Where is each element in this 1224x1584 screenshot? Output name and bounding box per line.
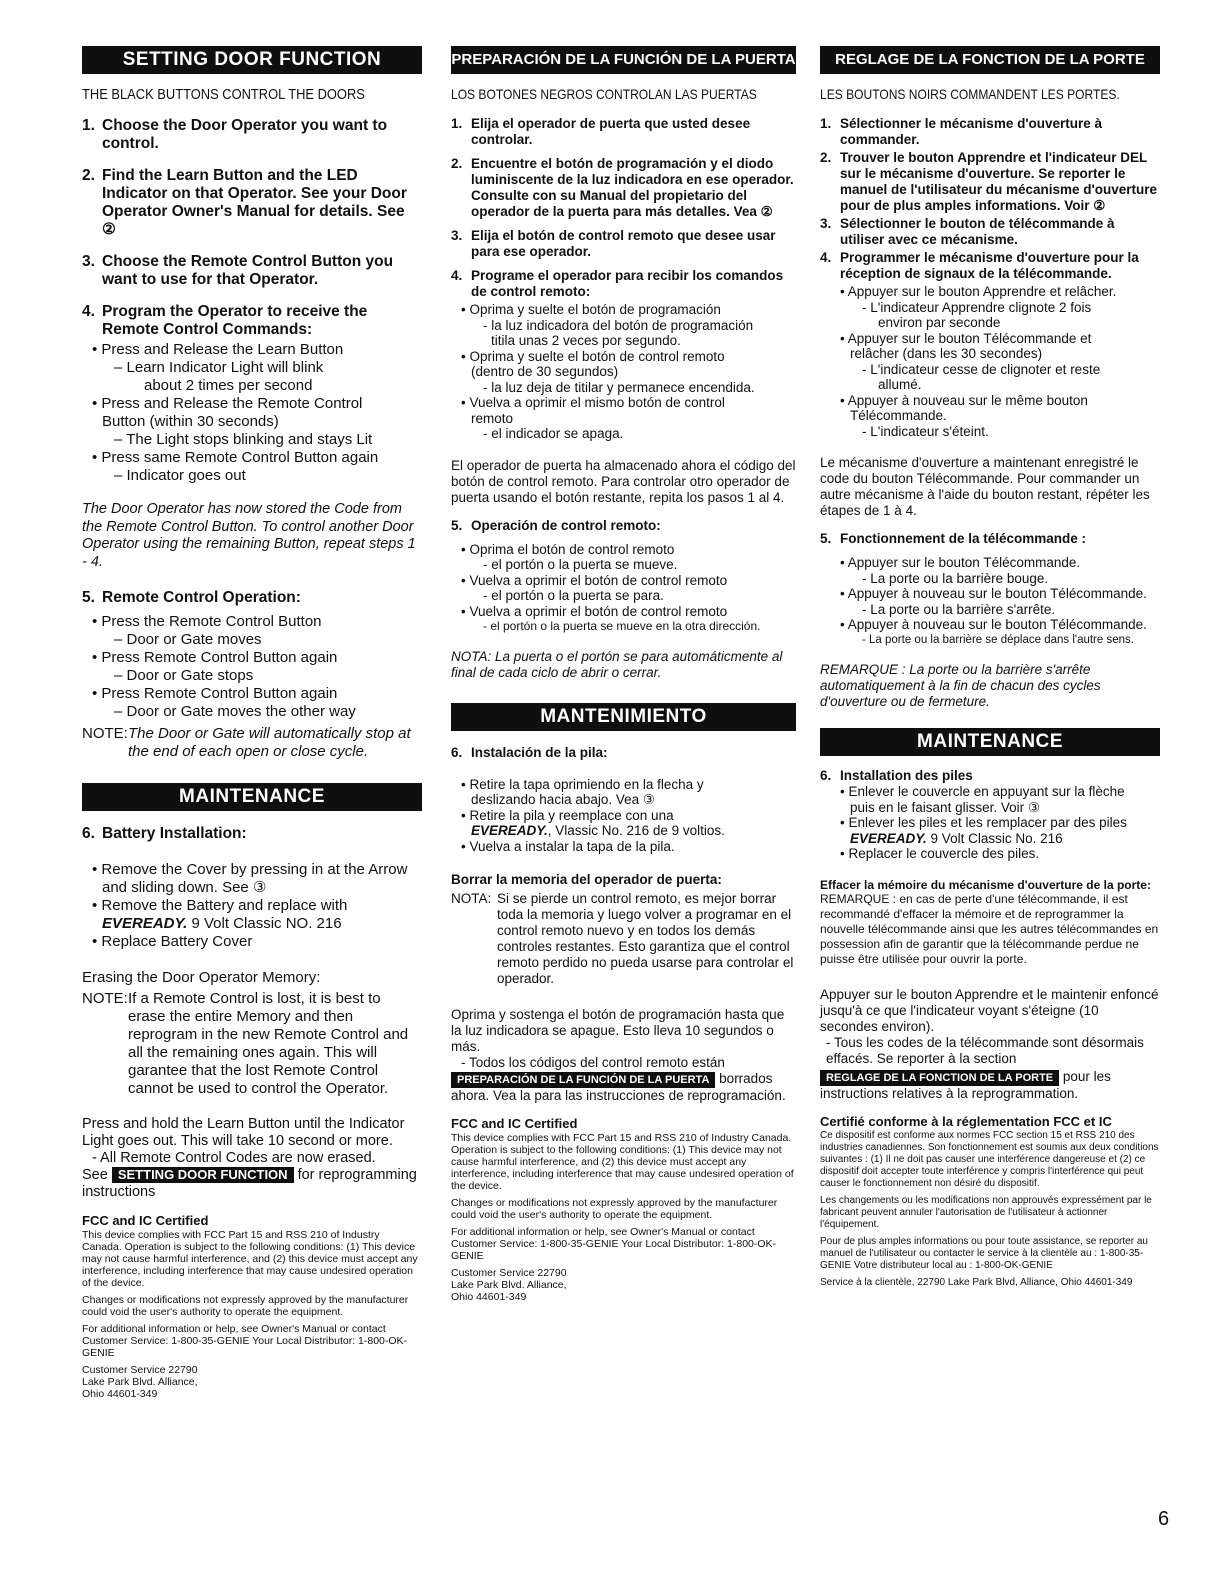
- mantenimiento-heading: MANTENIMIENTO: [451, 703, 796, 731]
- see-reprogramming-fr: REGLAGE DE LA FONCTION DE LA PORTE pour les: [820, 1069, 1160, 1086]
- fcc-info: For additional information or help, see Owner's Manual or contact Customer Service: 1-800-35-GENIE Your Local Distributor: 1-800-OK-GENIE: [82, 1323, 408, 1359]
- step-5-bullets-fr: • Appuyer sur le bouton Télécommande. - La porte ou la barrière bouge. • Appuyer à nouveau sur le bouton Télécommande. - La porte ou la barrière s'arrête. • Appuyer à nouveau sur le bouton Télécommande. - La porte ou la barrière se déplace dans l'autre sens.: [840, 555, 1147, 646]
- step-6-es: 6. Instalación de la pila:: [451, 744, 608, 760]
- step-5: 5. Remote Control Operation:: [82, 589, 301, 606]
- step-5-es: 5. Operación de control remoto:: [451, 517, 661, 533]
- fcc-changes: Changes or modifications not expressly approved by the manufacturer could void the user's authority to operate the equipment.: [82, 1294, 409, 1318]
- subtitle-fr: LES BOUTONS NOIRS COMMANDENT LES PORTES.: [820, 86, 1120, 102]
- erase-memory-heading-es: Borrar la memoria del operador de puerta:: [451, 872, 722, 887]
- fcc-text-es: This device complies with FCC Part 15 and RSS 210 of Industry Canada. Operation is subject to the following conditions: (1) This device may not cause harmful interference, and (2) this device must accept any interference, including interference that may cause undesired operation of the device.: [451, 1132, 794, 1192]
- stored-code-note-fr: Le mécanisme d'ouverture a maintenant enregistré le code du bouton Télécommande. Pour commander un autre mécanisme à l'aide du bouton restant, répéter les étapes de 1 à 4.: [820, 455, 1150, 518]
- step-5-bullets-es: • Oprima el botón de control remoto - el portón o la puerta se mueve. • Vuelva a oprimir el botón de control remoto - el portón o la puerta se para. • Vuelva a oprimir el botón de control remoto - el portón o la puerta se mueve en la otra dirección.: [461, 541, 761, 633]
- setting-door-function-heading: SETTING DOOR FUNCTION: [82, 46, 422, 74]
- stored-code-note: The Door Operator has now stored the Code from the Remote Control Button. To control another Door Operator using the remaining Button, repeat steps 1 - 4.: [82, 501, 416, 570]
- french-column: [820, 46, 1160, 1289]
- step-4-bullets-es: • Oprima y suelte el botón de programación - la luz indicadora del botón de programación titila unas 2 veces por segundo. • Oprima y suelte el botón de control remoto (dentro de 30 segundos) - la luz deja de titilar y permanece encendida. • Vuelva a oprimir el mismo botón de control remoto - el indicador se apaga.: [461, 302, 755, 441]
- customer-service-address-fr: Service à la clientèle, 22790 Lake Park Blvd, Alliance, Ohio 44601-349: [820, 1276, 1133, 1288]
- fcc-heading-es: FCC and IC Certified: [451, 1116, 578, 1131]
- auto-stop-note-es: NOTA: La puerta o el portón se para automáticmente al final de cada ciclo de abrir o cerrar.: [451, 648, 783, 680]
- battery-bullets-es: • Retire la tapa oprimiendo en la flecha y deslizando hacia abajo. Vea ③ • Retire la pila y reemplace con una EVEREADY., Vlassic No. 216 de 9 voltios. • Vuelva a instalar la tapa de la pila.: [461, 776, 725, 854]
- step-2-es: 2. Encuentre el botón de programación y el diodo luminiscente de la luz indicadora en ese operador. Consulte con su Manual del propietario del operador de la puerta para más detalles. Vea ②: [451, 156, 794, 219]
- english-column: [82, 46, 422, 1400]
- erase-memory-note: NOTE: If a Remote Control is lost, it is best to erase the entire Memory and then reprogram in the new Remote Control and all the remaining ones again. This will garantee that the lost Remote Control cannot be used to control the Operator.: [82, 990, 409, 1097]
- see-reprogramming-es: PREPARACIÓN DE LA FUNCIÓN DE LA PUERTA borrados: [451, 1071, 796, 1088]
- step-5-bullets: • Press the Remote Control Button – Door or Gate moves • Press Remote Control Button again – Door or Gate stops • Press Remote Control Button again – Door or Gate moves the other way: [92, 613, 356, 720]
- step-1-es: 1. Elija el operador de puerta que usted desee controlar.: [451, 116, 751, 147]
- step-2-fr: 2. Trouver le bouton Apprendre et l'indicateur DEL sur le mécanisme d'ouverture. Se reporter le manuel de l'utilisateur du mécanisme d'ouverture pour de plus amples informations. Voir ②: [820, 150, 1158, 213]
- step-4-bullets: • Press and Release the Learn Button – Learn Indicator Light will blink about 2 times per second • Press and Release the Remote Control Button (within 30 seconds) – The Light stops blinking and stays Lit • Press same Remote Control Button again – Indicator goes out: [92, 341, 379, 484]
- reglage-heading: REGLAGE DE LA FONCTION DE LA PORTE: [820, 46, 1160, 74]
- erase-memory-heading: Erasing the Door Operator Memory:: [82, 969, 321, 986]
- battery-bullets-fr: • Enlever le couvercle en appuyant sur la flèche puis en le faisant glisser. Voir ③ • Enlever les piles et les remplacer par des piles EVEREADY. 9 Volt Classic No. 216 • Replacer le couvercle des piles.: [840, 784, 1127, 861]
- step-3-fr: 3. Sélectionner le bouton de télécommande à utiliser avec ce mécanisme.: [820, 216, 1115, 247]
- fcc-info-es: For additional information or help, see Owner's Manual or contact Customer Service: 1-800-35-GENIE Your Local Distributor: 1-800-OK-GENIE: [451, 1226, 777, 1262]
- maintenance-heading: MAINTENANCE: [82, 783, 422, 811]
- reglage-reference: REGLAGE DE LA FONCTION DE LA PORTE: [820, 1070, 1059, 1086]
- step-1: 1. Choose the Door Operator you want to control.: [82, 117, 388, 152]
- press-hold-text-fr: Appuyer sur le bouton Apprendre et le maintenir enfoncé jusqu'à ce que l'indicateur voyant s'éteigne (10 secondes environ).: [820, 986, 1159, 1034]
- subtitle-es: LOS BOTONES NEGROS CONTROLAN LAS PUERTAS: [451, 86, 757, 102]
- auto-stop-note: NOTE: The Door or Gate will automatically stop at the end of each open or close cycle.: [82, 725, 411, 760]
- maintenance-heading-fr: MAINTENANCE: [820, 728, 1160, 756]
- preparacion-reference: PREPARACIÓN DE LA FUNCIÓN DE LA PUERTA: [451, 1072, 715, 1088]
- eveready-logo-fr: EVEREADY.: [850, 830, 927, 846]
- codes-erased-text-fr: - Tous les codes de la télécommande sont désormais effacés. Se reporter à la section: [826, 1034, 1144, 1066]
- customer-service-address: Customer Service 22790 Lake Park Blvd. Alliance, Ohio 44601-349: [82, 1364, 198, 1400]
- spanish-column: [451, 46, 796, 1303]
- see-reprogramming: See SETTING DOOR FUNCTION for reprogramming instructions: [82, 1167, 417, 1200]
- step-3: 3. Choose the Remote Control Button you want to use for that Operator.: [82, 253, 394, 288]
- erase-memory-heading-fr: Effacer la mémoire du mécanisme d'ouverture de la porte:: [820, 877, 1151, 892]
- step-1-fr: 1. Sélectionner le mécanisme d'ouverture à commander.: [820, 116, 1103, 147]
- fcc-text-fr: Ce dispositif est conforme aux normes FCC section 15 et RSS 210 des industries canadiennes. Son fonctionnement est soumis aux deux conditions suivantes : (1) Il ne doit pas causer une interférence dangereuse et (2) ce dispositif doit accepter toute interférence y compris l'interférence qui peut causer le fonctionnement non désiré du dispositif.: [820, 1129, 1159, 1189]
- fcc-heading-fr: Certifié conforme à la réglementation FCC et IC: [820, 1113, 1112, 1129]
- preparacion-heading: PREPARACIÓN DE LA FUNCIÓN DE LA PUERTA: [451, 46, 796, 74]
- step-4: 4. Program the Operator to receive the Remote Control Commands:: [82, 303, 368, 338]
- step-5-fr: 5. Fonctionnement de la télécommande :: [820, 531, 1087, 546]
- setting-door-function-reference: SETTING DOOR FUNCTION: [112, 1167, 294, 1183]
- reprogram-instructions-es: ahora. Vea la para las instrucciones de reprogramación.: [451, 1088, 786, 1103]
- subtitle: THE BLACK BUTTONS CONTROL THE DOORS: [82, 86, 365, 103]
- step-2: 2. Find the Learn Button and the LED Indicator on that Operator. See your Door Operator Owner's Manual for details. See ②: [82, 167, 407, 238]
- press-hold-text-es: Oprima y sostenga el botón de programación hasta que la luz indicadora se apague. Esto lleva 10 segundos o más.: [451, 1007, 785, 1054]
- stored-code-note-es: El operador de puerta ha almacenado ahora el código del botón de control remoto. Para controlar otro operador de puerta usando el botón restante, repita los pasos 1 al 4.: [451, 457, 796, 505]
- step-6: 6. Battery Installation:: [82, 825, 247, 842]
- erase-memory-note-es: NOTA: Si se pierde un control remoto, es mejor borrar toda la memoria y luego volver a programar en el control remoto nuevo y en todos los demás controles restantes. Esto garantiza que el control remoto perdido no pueda usarse para controlar el operador.: [451, 891, 794, 986]
- fcc-changes-fr: Les changements ou les modifications non approuvés expressément par le fabricant peuvent annuler l'autorisation de l'utilisateur à actionner l'équipement.: [820, 1194, 1152, 1230]
- fcc-heading: FCC and IC Certified: [82, 1213, 209, 1228]
- press-hold-text: Press and hold the Learn Button until the Indicator Light goes out. This will take 10 second or more.: [82, 1116, 405, 1149]
- erase-memory-note-fr: REMARQUE : en cas de perte d'une télécommande, il est recommandé d'effacer la mémoire et de reprogrammer la nouvelle télécommande ainsi que les autres télécommandes en possession afin de garantir que la télécommande perdue ne puisse être utilisée pour ouvrir la porte.: [820, 891, 1159, 966]
- codes-erased-text: - All Remote Control Codes are now erased.: [92, 1150, 376, 1166]
- eveready-logo: EVEREADY.: [102, 915, 188, 932]
- customer-service-address-es: Customer Service 22790 Lake Park Blvd. Alliance, Ohio 44601-349: [451, 1267, 567, 1303]
- fcc-info-fr: Pour de plus amples informations ou pour toute assistance, se reporter au manuel de l'utilisateur ou contacter le service à la clientèle au : 1-800-35-GENIE Votre distributeur local au : 1-800-OK-GENIE: [820, 1235, 1148, 1271]
- step-4-es: 4. Programe el operador para recibir los comandos de control remoto:: [451, 268, 784, 299]
- fcc-changes-es: Changes or modifications not expressly approved by the manufacturer could void the user's authority to operate the equipment.: [451, 1197, 778, 1221]
- auto-stop-note-fr: REMARQUE : La porte ou la barrière s'arrête automatiquement à la fin de chacun des cycles d'ouverture ou de fermeture.: [820, 662, 1101, 709]
- step-3-es: 3. Elija el botón de control remoto que desee usar para ese operador.: [451, 228, 776, 259]
- step-6-fr: 6. Installation des piles: [820, 768, 973, 783]
- eveready-logo-es: EVEREADY.: [471, 823, 548, 838]
- step-4-fr: 4. Programmer le mécanisme d'ouverture pour la réception de signaux de la télécommande.: [820, 250, 1139, 281]
- battery-bullets: • Remove the Cover by pressing in at the Arrow and sliding down. See ③ • Remove the Battery and replace with EVEREADY. 9 Volt Classic NO. 216 • Replace Battery Cover: [92, 861, 408, 950]
- fcc-text: This device complies with FCC Part 15 and RSS 210 of Industry Canada. Operation is subject to the following conditions: (1) This device may not cause harmful interference, and (2) this device must accept any interference, including interference that may cause undesired operation of the device.: [82, 1229, 418, 1289]
- step-4-bullets-fr: • Appuyer sur le bouton Apprendre et relâcher. - L'indicateur Apprendre clignote 2 fois environ par seconde • Appuyer sur le bouton Télécommande et relâcher (dans les 30 secondes) - L'indicateur cesse de clignoter et reste allumé. • Appuyer à nouveau sur le même bouton Télécommande. - L'indicateur s'éteint.: [840, 284, 1117, 439]
- page-number: 6: [1158, 1508, 1170, 1530]
- reprogram-instructions-fr: instructions relatives à la reprogrammation.: [820, 1085, 1079, 1101]
- codes-erased-text-es: - Todos los códigos del control remoto están: [461, 1055, 725, 1070]
